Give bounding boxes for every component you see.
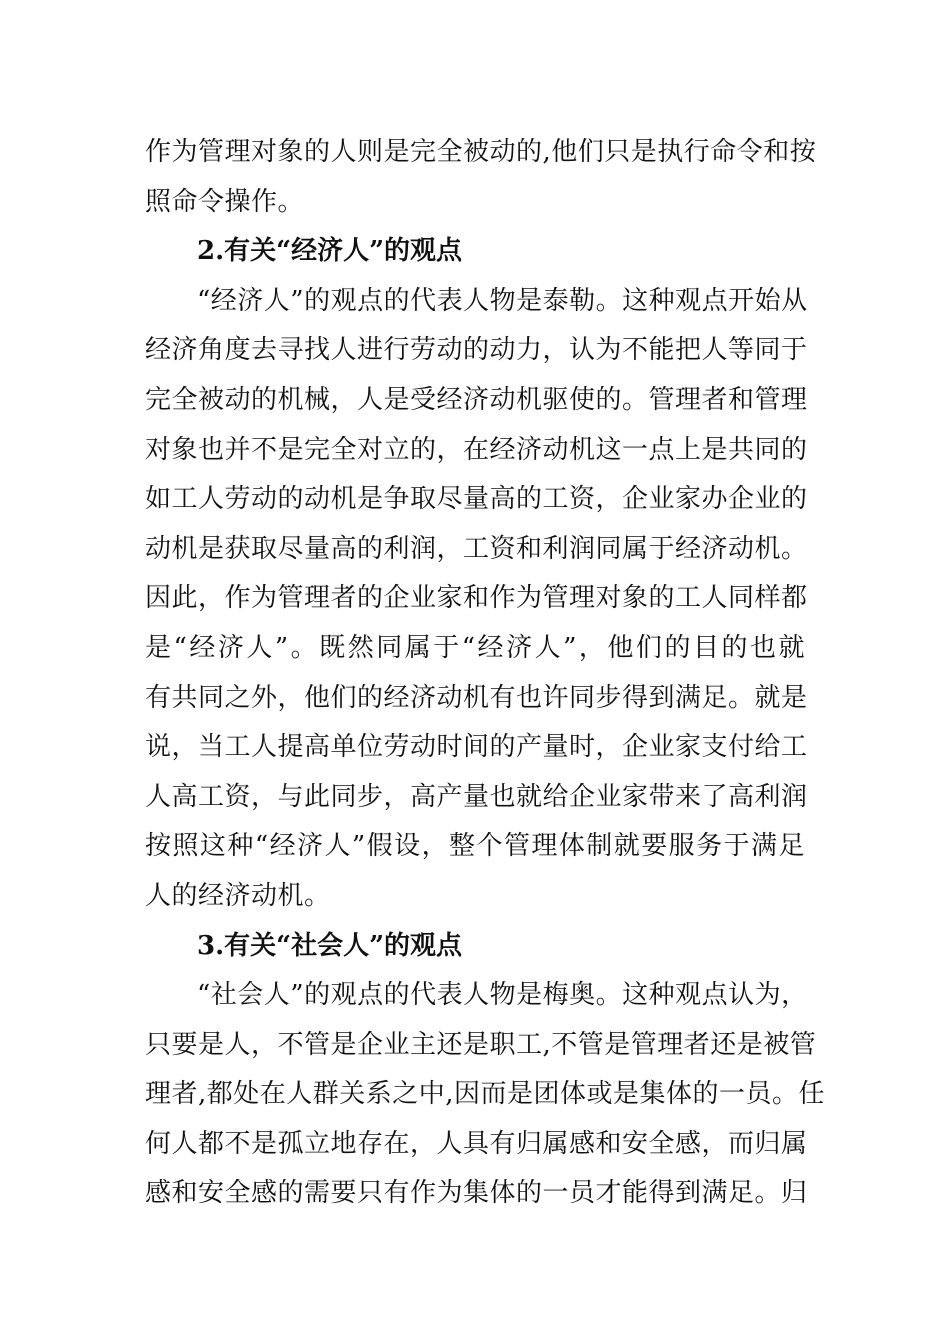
paragraph-continued bbox=[145, 128, 817, 227]
text-line: 有共同之外，他们的经济动机有也许同步得到满足。就是 bbox=[145, 682, 808, 713]
paragraph-social-man bbox=[145, 971, 826, 1219]
paragraph-economic-man bbox=[145, 277, 808, 922]
text-line: 何人都不是孤立地存在，人具有归属感和安全感，而归属 bbox=[145, 1128, 808, 1159]
text-line: 对象也并不是完全对立的，在经济动机这一点上是共同的 bbox=[145, 434, 808, 465]
text-line: 如工人劳动的动机是争取尽量高的工资，企业家办企业的 bbox=[145, 484, 808, 515]
text-line: 照命令操作。 bbox=[145, 186, 305, 217]
document-page bbox=[145, 128, 826, 1219]
text-line: 完全被动的机械，人是受经济动机驱使的。管理者和管理 bbox=[145, 384, 808, 415]
text-line: 只要是人，不管是企业主还是职工,不管是管理者还是被管 bbox=[145, 1029, 817, 1060]
text-line: 人的经济动机。 bbox=[145, 880, 331, 911]
text-line: 说，当工人提高单位劳动时间的产量时，企业家支付给工 bbox=[145, 732, 808, 763]
text-line: 是“经济人”。既然同属于“经济人”，他们的目的也就 bbox=[145, 632, 805, 663]
text-line: 因此，作为管理者的企业家和作为管理对象的工人同样都 bbox=[145, 583, 808, 614]
text-line: 经济角度去寻找人进行劳动的动力，认为不能把人等同于 bbox=[145, 335, 808, 366]
text-line: 人高工资，与此同步，高产量也就给企业家带来了高利润 bbox=[145, 781, 808, 812]
text-line: 按照这种“经济人”假设，整个管理体制就要服务于满足 bbox=[145, 831, 805, 862]
section-heading-social-man: 3.有关“社会人”的观点 bbox=[197, 930, 463, 961]
section-heading-economic-man: 2.有关“经济人”的观点 bbox=[197, 236, 463, 267]
text-line: “经济人”的观点的代表人物是泰勒。这种观点开始从 bbox=[197, 285, 808, 316]
text-line: 感和安全感的需要只有作为集体的一员才能得到满足。归 bbox=[145, 1178, 808, 1209]
text-line: 动机是获取尽量高的利润，工资和利润同属于经济动机。 bbox=[145, 533, 808, 564]
text-line: 作为管理对象的人则是完全被动的,他们只是执行命令和按 bbox=[145, 137, 817, 167]
text-line: “社会人”的观点的代表人物是梅奥。这种观点认为， bbox=[197, 980, 808, 1011]
text-line: 理者,都处在人群关系之中,因而是团体或是集体的一员。任 bbox=[145, 1079, 826, 1110]
